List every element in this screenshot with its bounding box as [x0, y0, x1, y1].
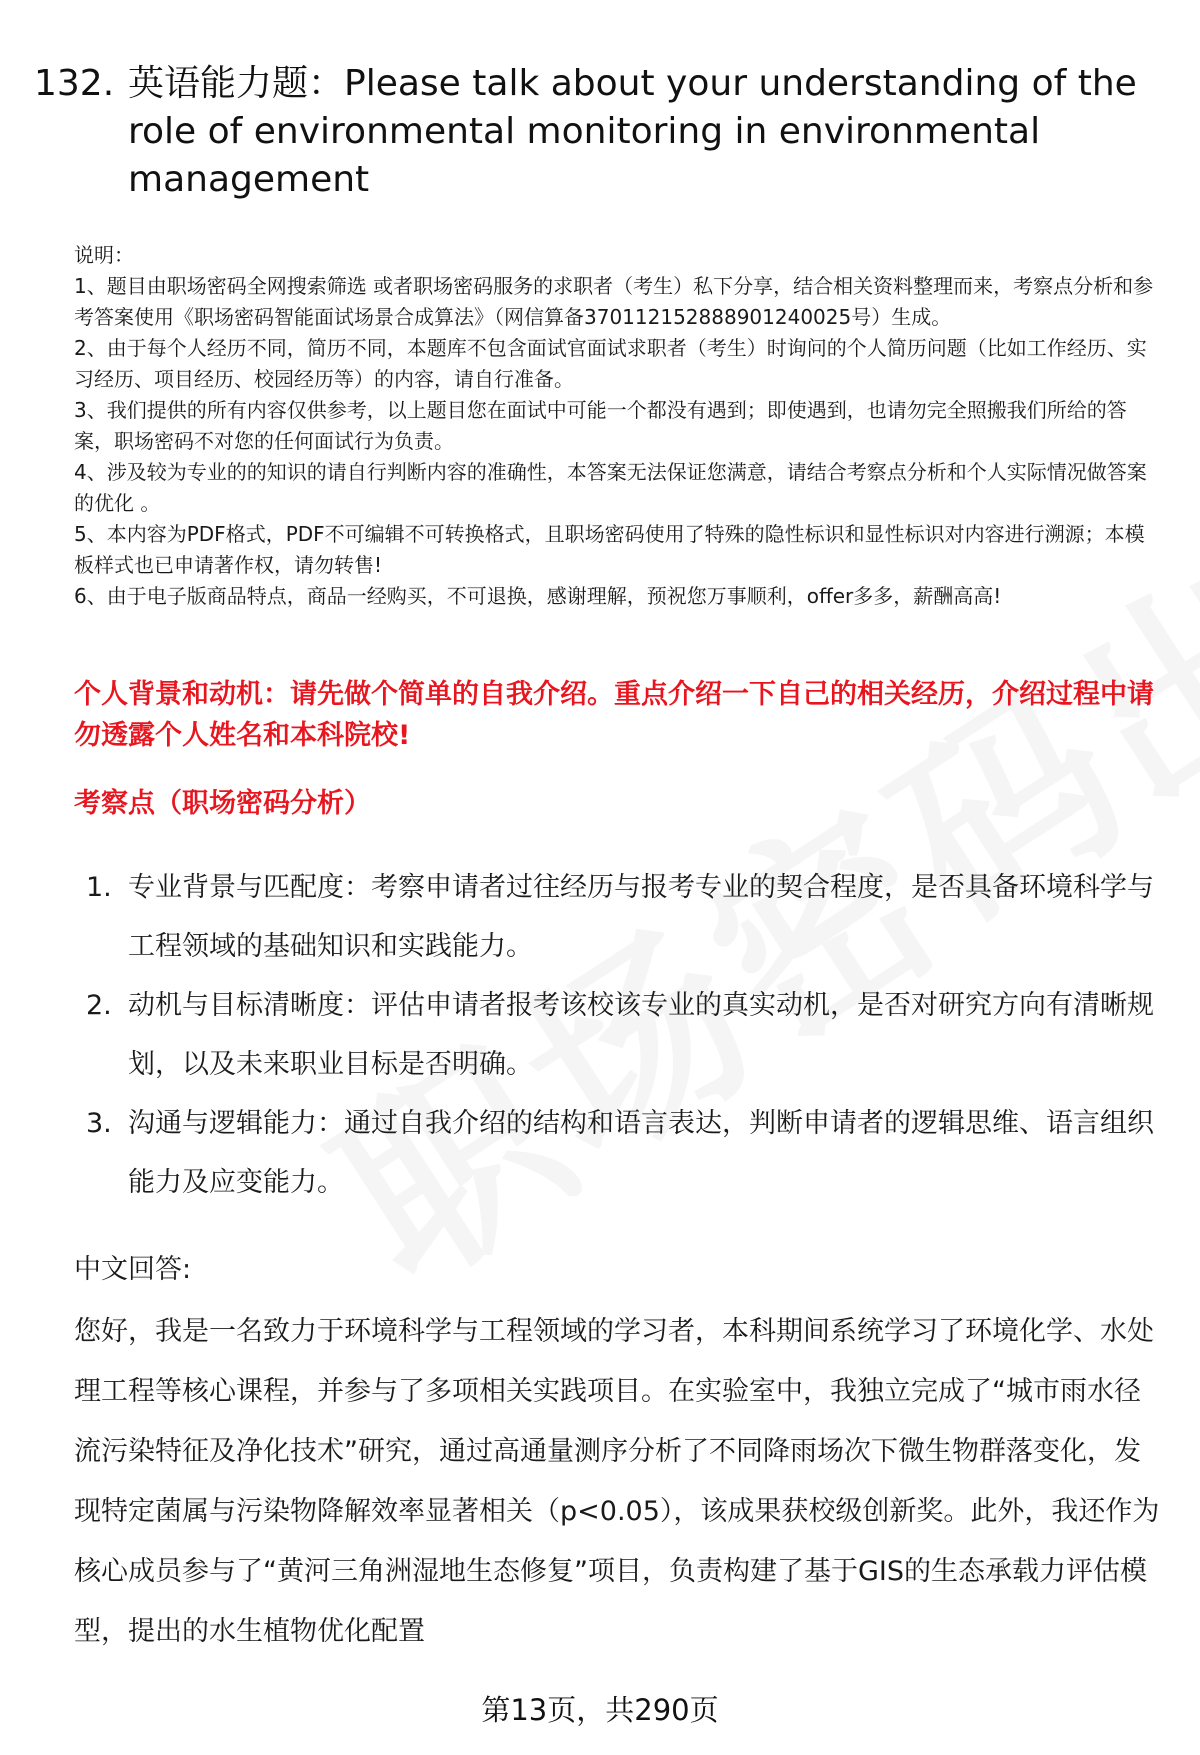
point-number: 3. [86, 1108, 112, 1139]
analysis-point [74, 858, 1160, 976]
note-item: 5、本内容为PDF格式，PDF不可编辑不可转换格式，且职场密码使用了特殊的隐性标识和显性标识对内容进行溯源；本模板样式也已申请著作权，请勿转售! [74, 522, 1145, 577]
point-text: 沟通与逻辑能力：通过自我介绍的结构和语言表达，判断申请者的逻辑思维、语言组织能力及应变能力。 [128, 1108, 1154, 1198]
answer-heading: 中文回答: [74, 1254, 192, 1285]
point-number: 2. [86, 990, 112, 1021]
note-item: 6、由于电子版商品特点，商品一经购买，不可退换，感谢理解，预祝您万事顺利，offer多多，薪酬高高! [74, 584, 1002, 608]
notes-block [74, 240, 1160, 612]
intro-question: 个人背景和动机：请先做个简单的自我介绍。重点介绍一下自己的相关经历，介绍过程中请勿透露个人姓名和本科院校! [74, 679, 1154, 751]
analysis-points [74, 858, 1160, 1212]
analysis-point [74, 1094, 1160, 1212]
note-item: 1、题目由职场密码全网搜索筛选 或者职场密码服务的求职者（考生）私下分享，结合相关资料整理而来，考察点分析和参考答案使用《职场密码智能面试场景合成算法》（网信算备370112152888901240025号）生成。 [74, 274, 1154, 329]
question-number: 132. [34, 63, 115, 104]
point-number: 1. [86, 872, 112, 903]
question-title [34, 60, 1154, 204]
page-number: 第13页，共290页 [481, 1693, 719, 1727]
point-text: 动机与目标清晰度：评估申请者报考该校该专业的真实动机，是否对研究方向有清晰规划，以及未来职业目标是否明确。 [128, 990, 1154, 1080]
note-item: 3、我们提供的所有内容仅供参考，以上题目您在面试中可能一个都没有遇到；即使遇到，也请勿完全照搬我们所给的答案，职场密码不对您的任何面试行为负责。 [74, 398, 1127, 453]
note-item: 2、由于每个人经历不同，简历不同，本题库不包含面试官面试求职者（考生）时询问的个人简历问题（比如工作经历、实习经历、项目经历、校园经历等）的内容，请自行准备。 [74, 336, 1147, 391]
answer-text: 您好，我是一名致力于环境科学与工程领域的学习者，本科期间系统学习了环境化学、水处理工程等核心课程，并参与了多项相关实践项目。在实验室中，我独立完成了“城市雨水径流污染特征及净化技术”研究，通过高通量测序分析了不同降雨场次下微生物群落变化，发现特定菌属与污染物降解效率显著相关（p<0.05），该成果获校级创新奖。此外，我还作为核心成员参与了“黄河三角洲湿地生态修复”项目，负责构建了基于GIS的生态承载力评估模型，提出的水生植物优化配置 [74, 1316, 1160, 1647]
point-text: 专业背景与匹配度：考察申请者过往经历与报考专业的契合程度，是否具备环境科学与工程领域的基础知识和实践能力。 [128, 872, 1154, 962]
note-item: 4、涉及较为专业的的知识的请自行判断内容的准确性，本答案无法保证您满意，请结合考察点分析和个人实际情况做答案的优化 。 [74, 460, 1147, 515]
analysis-point [74, 976, 1160, 1094]
analysis-heading: 考察点（职场密码分析） [74, 788, 371, 819]
question-text: 英语能力题：Please talk about your understanding of the role of environmental monitoring in environmental management [128, 63, 1137, 200]
notes-heading: 说明： [74, 243, 134, 267]
